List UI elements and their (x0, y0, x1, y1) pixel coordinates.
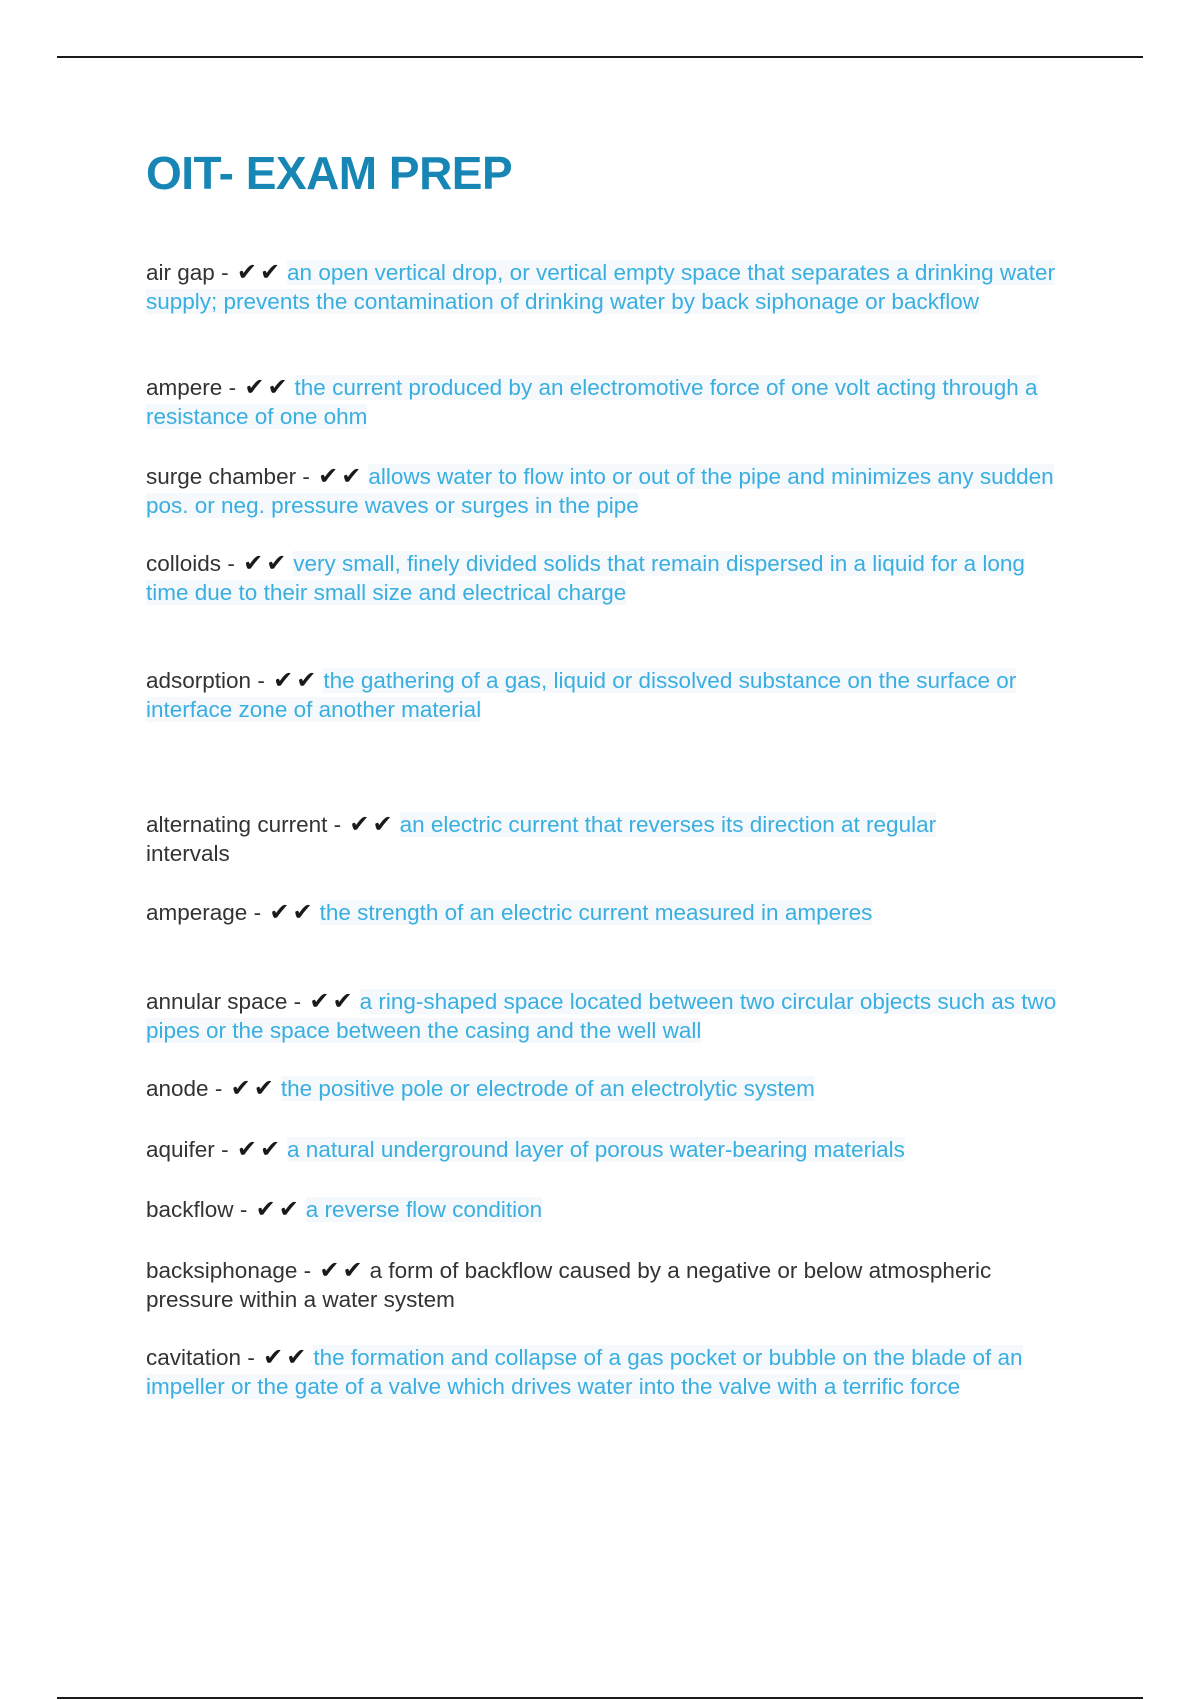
entry-separator: - (253, 900, 262, 925)
entry-term: anode (146, 1076, 209, 1101)
check-marks (237, 1136, 283, 1165)
entry-separator: - (303, 1258, 312, 1283)
check-mark-icon: ✔ (273, 667, 297, 694)
entry-ampere (146, 374, 1066, 431)
entry-definition-tail: intervals (146, 840, 230, 866)
check-marks (309, 988, 355, 1017)
check-mark-icon: ✔ (266, 550, 290, 577)
entry-definition: allows water to flow into or out of the pipe and minimizes any sudden pos. or neg. pressure waves or surges in the pipe (146, 464, 1054, 518)
entry-term: adsorption (146, 668, 252, 693)
entry-separator: - (247, 1345, 255, 1370)
entry-term: annular space (146, 989, 288, 1014)
check-marks (237, 259, 283, 288)
entry-alternating-current (146, 811, 1066, 868)
entry-adsorption (146, 667, 1066, 724)
entry-anode (146, 1075, 1066, 1104)
entry-definition: a ring-shaped space located between two circular objects such as two pipes or the space between the casing and the well wall (146, 989, 1057, 1043)
check-marks (231, 1075, 277, 1104)
check-marks (319, 1257, 365, 1286)
check-marks (318, 463, 364, 492)
check-mark-icon: ✔ (253, 1075, 277, 1102)
entry-term: surge chamber (146, 464, 297, 489)
check-mark-icon: ✔ (341, 463, 365, 490)
entry-definition: the strength of an electric current measured in amperes (319, 900, 873, 925)
check-mark-icon: ✔ (267, 374, 291, 401)
bottom-rule (57, 1697, 1143, 1699)
entry-definition: the positive pole or electrode of an electrolytic system (280, 1076, 815, 1101)
entry-surge-chamber (146, 463, 1066, 520)
entry-term: backflow (146, 1197, 234, 1222)
check-mark-icon: ✔ (372, 811, 396, 838)
entry-amperage (146, 899, 1066, 928)
check-mark-icon: ✔ (244, 374, 268, 401)
check-mark-icon: ✔ (296, 667, 320, 694)
document-title: OIT- EXAM PREP (146, 147, 513, 199)
entry-term: alternating current (146, 812, 328, 837)
entry-backsiphonage (146, 1257, 1066, 1314)
check-mark-icon: ✔ (269, 899, 293, 926)
check-marks (244, 374, 290, 403)
entry-separator: - (227, 551, 235, 576)
entry-separator: - (228, 375, 237, 400)
entry-separator: - (333, 812, 342, 837)
entry-definition: the formation and collapse of a gas pocket or bubble on the blade of an impeller or the gate of a valve which drives water into the valve with a terrific force (146, 1345, 1023, 1399)
top-rule (57, 56, 1143, 58)
entry-definition: a reverse flow condition (305, 1197, 543, 1222)
entry-definition: a form of backflow caused by a negative or below atmospheric pressure within a water system (146, 1258, 992, 1312)
check-mark-icon: ✔ (309, 988, 333, 1015)
check-mark-icon: ✔ (236, 259, 260, 286)
entry-separator: - (302, 464, 310, 489)
entry-separator: - (239, 1197, 248, 1222)
entry-separator: - (221, 1137, 229, 1162)
entry-separator: - (257, 668, 265, 693)
entry-term: backsiphonage (146, 1258, 298, 1283)
check-mark-icon: ✔ (349, 811, 373, 838)
entry-annular-space (146, 988, 1066, 1045)
check-mark-icon: ✔ (319, 1257, 343, 1284)
entry-term: colloids (146, 551, 222, 576)
entry-aquifer (146, 1136, 1066, 1165)
check-mark-icon: ✔ (332, 988, 356, 1015)
check-mark-icon: ✔ (259, 259, 284, 286)
check-mark-icon: ✔ (286, 1344, 310, 1371)
check-mark-icon: ✔ (278, 1196, 302, 1223)
entry-definition: the gathering of a gas, liquid or dissolved substance on the surface or interface zone of another material (146, 668, 1017, 722)
check-mark-icon: ✔ (255, 1196, 279, 1223)
check-marks (269, 899, 315, 928)
check-marks (263, 1344, 309, 1373)
entry-separator: - (214, 1076, 223, 1101)
check-mark-icon: ✔ (243, 550, 267, 577)
entry-term: aquifer (146, 1137, 215, 1162)
entry-definition: an open vertical drop, or vertical empty space that separates a drinking water supply; prevents the contamination of drinking water by back siphonage or backflow (146, 260, 1055, 314)
check-marks (243, 550, 289, 579)
entry-separator: - (293, 989, 302, 1014)
entry-separator: - (221, 260, 229, 285)
check-mark-icon: ✔ (318, 463, 342, 490)
entry-definition: an electric current that reverses its direction at regular (399, 812, 937, 837)
entry-term: amperage (146, 900, 248, 925)
check-mark-icon: ✔ (236, 1136, 260, 1163)
entry-term: air gap (146, 260, 215, 285)
entry-definition: very small, finely divided solids that remain dispersed in a liquid for a long time due to their small size and electrical charge (146, 551, 1025, 605)
entry-air-gap (146, 259, 1066, 316)
check-mark-icon: ✔ (230, 1075, 254, 1102)
entry-colloids (146, 550, 1066, 607)
entry-term: cavitation (146, 1345, 242, 1370)
check-mark-icon: ✔ (263, 1344, 287, 1371)
check-marks (273, 667, 319, 696)
check-mark-icon: ✔ (342, 1257, 366, 1284)
check-marks (349, 811, 395, 840)
entry-definition: the current produced by an electromotive force of one volt acting through a resistance of one ohm (146, 375, 1038, 429)
entry-definition: a natural underground layer of porous water-bearing materials (287, 1137, 905, 1162)
check-marks (256, 1196, 302, 1225)
entry-backflow (146, 1196, 1066, 1225)
check-mark-icon: ✔ (292, 899, 316, 926)
entry-cavitation (146, 1344, 1066, 1401)
entry-term: ampere (146, 375, 223, 400)
check-mark-icon: ✔ (259, 1136, 284, 1163)
